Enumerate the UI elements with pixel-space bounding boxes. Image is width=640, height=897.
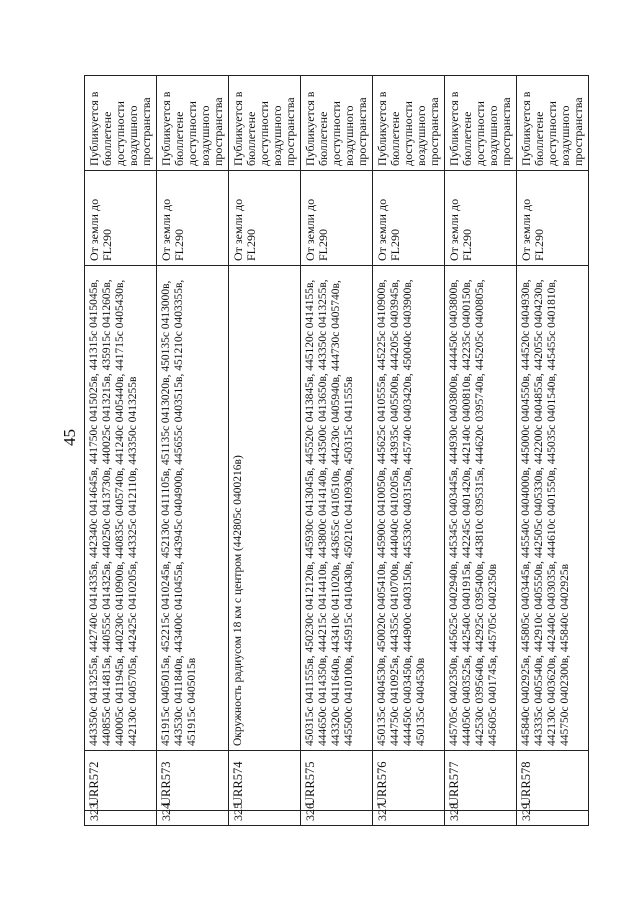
table-row [229,76,301,826]
zone-coordinates: 450315с 0411555в, 450230с 0412120в, 445930с 0413045в, 445520с 0413845в, 445120с 0414155в, 444650с 0414350в, 444215с 0414410в, 443800с 0414140в, 443500с 0413650в, 443350с 0413255в, 443320с 0411640в, 443410с 0411020в, 443655с 0410510в, 444230с 0405940в, 444730с 0405740в, 445500с 0410100в, 445915с 0410430в, 450210с 0410930в, 450315с 0411555в [301,266,373,751]
table-row [445,76,517,826]
zone-id: URR573 [157,751,229,811]
zone-altitude: От земли до FL290 [229,171,301,266]
zone-note: Публикуется в бюллетене доступности воздушного пространства [301,76,373,171]
zone-altitude: От земли до FL290 [373,171,445,266]
zone-id: URR578 [517,751,589,811]
zone-coordinates: 450135с 0404530в, 450020с 0405410в, 445900с 0410050в, 445625с 0410555в, 445225с 0410900в, 444750с 0410925в, 444355с 0410700в, 444040с 0410205в, 443935с 0405500в, 444205с 0403945в, 444450с 0403450в, 444900с 0403150в, 445330с 0403150в, 445740с 0403420в, 450040с 0403900в, 450135с 0404530в [373,266,445,751]
page-number: 45 [60,429,79,446]
zone-id: URR575 [301,751,373,811]
zone-note: Публикуется в бюллетене доступности воздушного пространства [85,76,157,171]
row-number: 329. [517,811,589,826]
zone-note: Публикуется в бюллетене доступности воздушного пространства [157,76,229,171]
zone-altitude: От земли до FL290 [517,171,589,266]
zone-note: Публикуется в бюллетене доступности воздушного пространства [517,76,589,171]
zone-altitude: От земли до FL290 [157,171,229,266]
row-number: 323. [85,811,157,826]
airspace-table [84,75,589,826]
zone-coordinates: Окружность радиусом 18 км с центром (442805с 0400216в) [229,266,301,751]
row-number: 324 [157,811,229,826]
zone-note: Публикуется в бюллетене доступности воздушного пространства [373,76,445,171]
zone-coordinates: 445840с 0402925в, 445805с 0403445в, 445540с 0404000в, 445000с 0404550в, 444520с 0404930в, 443335с 0405540в, 442910с 0405550в, 442505с 0405330в, 442200с 0404855в, 442055с 0404230в, 442130с 0403620в, 442440с 0403035в, 444610с 0401550в, 445035с 0401540в, 445455с 0401810в, 445750с 0402300в, 445840с 0402925в [517,266,589,751]
zone-note: Публикуется в бюллетене доступности воздушного пространства [445,76,517,171]
table-row [373,76,445,826]
table-row [301,76,373,826]
zone-coordinates: 443350с 0413255в, 442740с 0414335в, 442340с 0414645в, 441750с 0415025в, 441315с 0415045в, 440855с 0414815в, 440555с 0414325в, 440250с 0413730в, 440025с 0413215в, 435915с 0412605в, 440005с 0411945в, 440230с 0410900в, 440835с 0405740в, 441240с 0405440в, 441715с 0405430в, 442130с 0405705в, 442425с 0410205в, 443325с 0412110в, 443350с 0413255в [85,266,157,751]
rotated-table-container [84,76,585,826]
zone-id: URR572 [85,751,157,811]
row-number: 327. [373,811,445,826]
zone-coordinates: 445705с 0402350в, 445625с 0402940в, 445345с 0403445в, 444930с 0403800в, 444450с 0403800в, 444050с 0403525в, 442540с 0401915в, 442245с 0401420в, 442140с 0400810в, 442235с 0400150в, 442530с 0395640в, 442925с 0395400в, 443810с 0395315в, 444620с 0395740в, 445205с 0400805в, 445605с 0401745в, 445705с 0402350в [445,266,517,751]
row-number: 328 [445,811,517,826]
zone-altitude: От земли до FL290 [85,171,157,266]
table-row [157,76,229,826]
zone-id: URR577 [445,751,517,811]
row-number: 326. [301,811,373,826]
zone-id: URR576 [373,751,445,811]
zone-coordinates: 451915с 0405015в, 452215с 0410245в, 452130с 0411105в, 451135с 0413020в, 450135с 0413000в, 443530с 0411840в, 443400с 0410455в, 443945с 0404900в, 445655с 0403515в, 451210с 0403355в, 451915с 0405015в [157,266,229,751]
zone-altitude: От земли до FL290 [445,171,517,266]
zone-id: URR574 [229,751,301,811]
zone-altitude: От земли до FL290 [301,171,373,266]
zone-note: Публикуется в бюллетене доступности воздушного пространства [229,76,301,171]
table-row [517,76,589,826]
table-row [85,76,157,826]
row-number: 325 [229,811,301,826]
